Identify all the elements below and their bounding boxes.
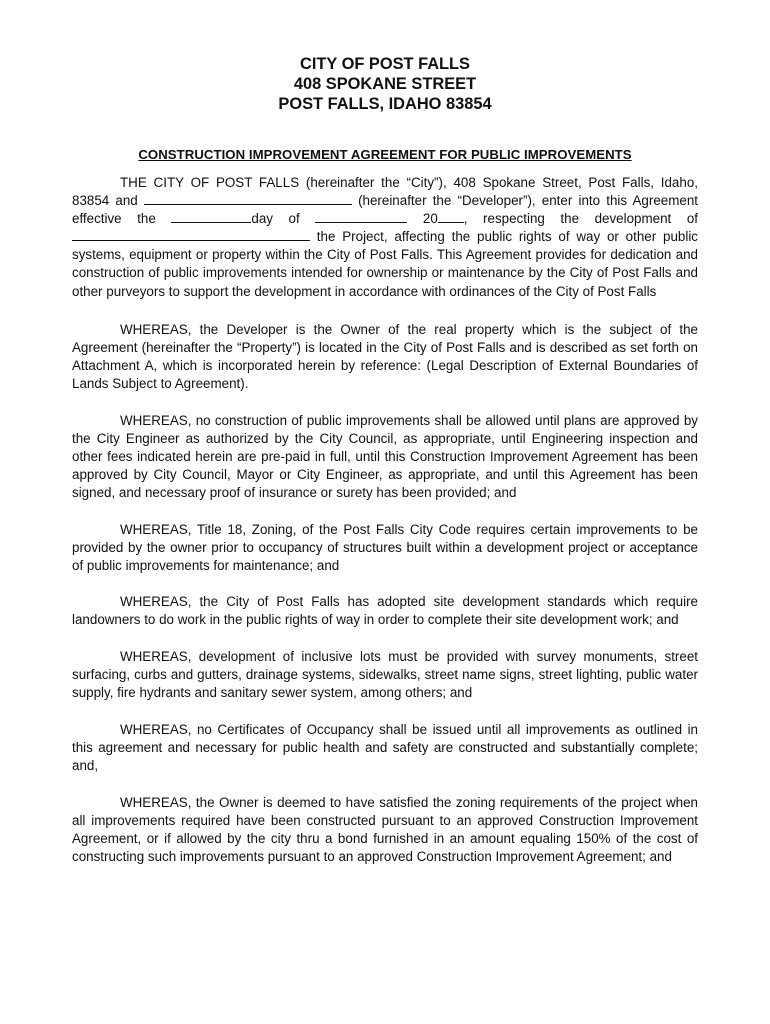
whereas-paragraph-5: WHEREAS, development of inclusive lots must be provided with survey monuments, street surfacing, curbs and gutters, drainage systems, sidewalks, street name signs, street lighting, public water supply, fire hydrants and sanitary sewer system, among others; and: [72, 648, 698, 701]
whereas-paragraph-4: WHEREAS, the City of Post Falls has adopted site development standards which require landowners to do work in the public rights of way in order to complete their site development work; and: [72, 594, 698, 628]
header-city: CITY OF POST FALLS: [300, 55, 470, 73]
intro-text-1: THE CITY OF POST FALLS (hereinafter the “City”), 408 Spokane Street, Post Falls, Idaho, 83854 and: [72, 175, 698, 209]
header-city-state-zip: POST FALLS, IDAHO 83854: [278, 95, 492, 113]
developer-name-blank: [144, 192, 352, 205]
intro-text-2: (hereinafter the “Developer”), enter into this Agreement effective the: [72, 193, 698, 227]
intro-text-3: day of: [251, 211, 316, 227]
document-header: [72, 54, 698, 114]
intro-text-5: , respecting the development of: [463, 211, 699, 227]
whereas-paragraph-7: WHEREAS, the Owner is deemed to have satisfied the zoning requirements of the project when all improvements required have been constructed pursuant to an approved Construction Improvement Agreement, or if allowed by the city thru a bond furnished in an amount equaling 150% of the cost of constructing such improvements pursuant to an approved Construction Improvement Agreement; and: [72, 794, 698, 864]
effective-month-blank: [315, 210, 407, 223]
whereas-paragraph-3: WHEREAS, Title 18, Zoning, of the Post Falls City Code requires certain improvements to be provided by the owner prior to occupancy of structures built within a development project or acceptance of public improvements for maintenance; and: [72, 521, 698, 573]
intro-text-6: the Project, affecting the public rights of way or other public systems, equipment or property within the City of Post Falls. This Agreement provides for dedication and construction of public improvements intended for ownership or maintenance by the City of Post Falls and other purveyors to support the development in accordance with ordinances of the City of Post Falls: [72, 229, 698, 299]
whereas-paragraph-1: WHEREAS, the Developer is the Owner of the real property which is the subject of the Agreement (hereinafter the “Property”) is located in the City of Post Falls and is described as set forth on Attachment A, which is incorporated herein by reference: (Legal Description of External Boundaries of Lands Subject to Agreement).: [72, 321, 698, 391]
effective-day-blank: [171, 210, 251, 223]
intro-paragraph: [72, 174, 698, 301]
header-street: 408 SPOKANE STREET: [293, 75, 477, 93]
effective-year-blank: [438, 210, 464, 223]
agreement-title: CONSTRUCTION IMPROVEMENT AGREEMENT FOR PUBLIC IMPROVEMENTS: [138, 147, 632, 162]
whereas-paragraph-6: WHEREAS, no Certificates of Occupancy shall be issued until all improvements as outlined in this agreement and necessary for public health and safety are constructed and substantially complete; and,: [72, 721, 698, 773]
development-name-blank: [72, 228, 310, 241]
document-page: [72, 54, 698, 884]
intro-text-4: 20: [407, 211, 438, 227]
whereas-paragraph-2: WHEREAS, no construction of public improvements shall be allowed until plans are approved by the City Engineer as authorized by the City Council, as appropriate, until Engineering inspection and other fees indicated herein are pre-paid in full, until this Construction Improvement Agreement has been approved by City Council, Mayor or City Engineer, as appropriate, and until this Agreement has been signed, and necessary proof of insurance or surety has been provided; and: [72, 412, 698, 500]
